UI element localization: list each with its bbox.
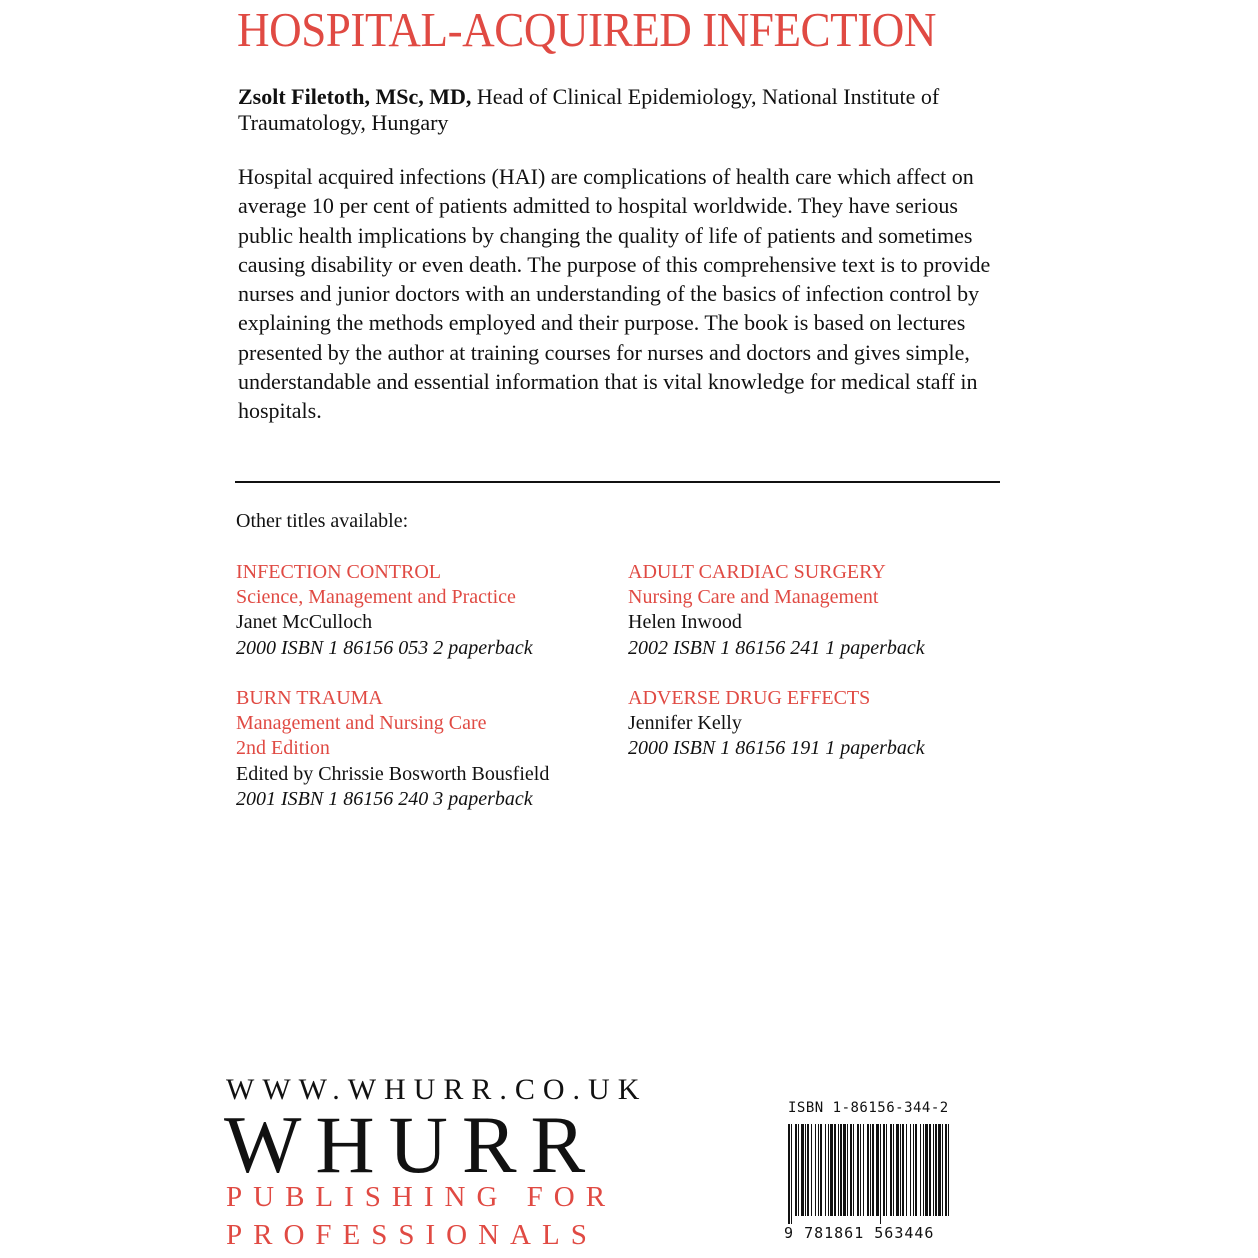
ean-digits [784,1224,934,1242]
publisher-url: WWW.WHURR.CO.UK [226,1073,648,1106]
ean-lead-digit: 9 [784,1224,795,1242]
author-credit [238,84,1018,136]
publisher-tagline: PUBLISHING FOR [226,1181,617,1213]
other-title-details: 2001 ISBN 1 86156 240 3 paperback [236,787,533,810]
barcode-icon [786,1124,956,1224]
ean-left-digits: 781861 [804,1224,865,1242]
other-title-name: BURN TRAUMA [236,687,383,709]
other-title-name: ADVERSE DRUG EFFECTS [628,687,871,709]
other-title-details: 2000 ISBN 1 86156 053 2 paperback [236,636,533,659]
other-title-author: Helen Inwood [628,611,742,634]
other-title-entry [236,686,549,812]
other-title-edition: 2nd Edition [236,737,330,760]
publisher-logo: WHURR [224,1099,600,1190]
other-titles-label: Other titles available: [236,510,409,532]
other-title-subtitle: Science, Management and Practice [236,586,516,609]
other-title-author: Edited by Chrissie Bosworth Bousfield [236,762,550,785]
book-title: HOSPITAL-ACQUIRED INFECTION [237,2,936,57]
isbn-label: ISBN 1-86156-344-2 [788,1100,949,1116]
divider [235,481,1000,483]
other-title-details: 2000 ISBN 1 86156 191 1 paperback [628,737,925,760]
author-affiliation: Head of Clinical Epidemiology, National Institute of Traumatology, Hungary [238,84,940,135]
author-name: Zsolt Filetoth, MSc, MD, [238,84,472,109]
other-title-author: Jennifer Kelly [628,712,742,735]
ean-right-digits: 563446 [874,1224,935,1242]
other-title-entry [236,560,533,661]
other-title-entry [628,686,925,762]
other-title-name: INFECTION CONTROL [236,561,441,583]
publisher-tagline: PROFESSIONALS [226,1219,598,1251]
other-title-subtitle: Management and Nursing Care [236,712,487,735]
other-title-name: ADULT CARDIAC SURGERY [628,561,886,583]
book-description: Hospital acquired infections (HAI) are complications of health care which affect on average 10 per cent of patients admitted to hospital worldwide. They have serious public health implications by changing the quality of life of patients and sometimes causing disability or even death. The purpose of this comprehensive text is to provide nurses and junior doctors with an understanding of the basics of infection control by explaining the methods employed and their purpose. The book is based on lectures presented by the author at training courses for nurses and doctors and gives simple, understandable and essential information that is vital knowledge for medical staff in hospitals. [238,164,991,424]
other-title-author: Janet McCulloch [236,611,373,634]
other-title-details: 2002 ISBN 1 86156 241 1 paperback [628,636,925,659]
other-title-subtitle: Nursing Care and Management [628,586,879,609]
other-title-entry [628,560,925,661]
